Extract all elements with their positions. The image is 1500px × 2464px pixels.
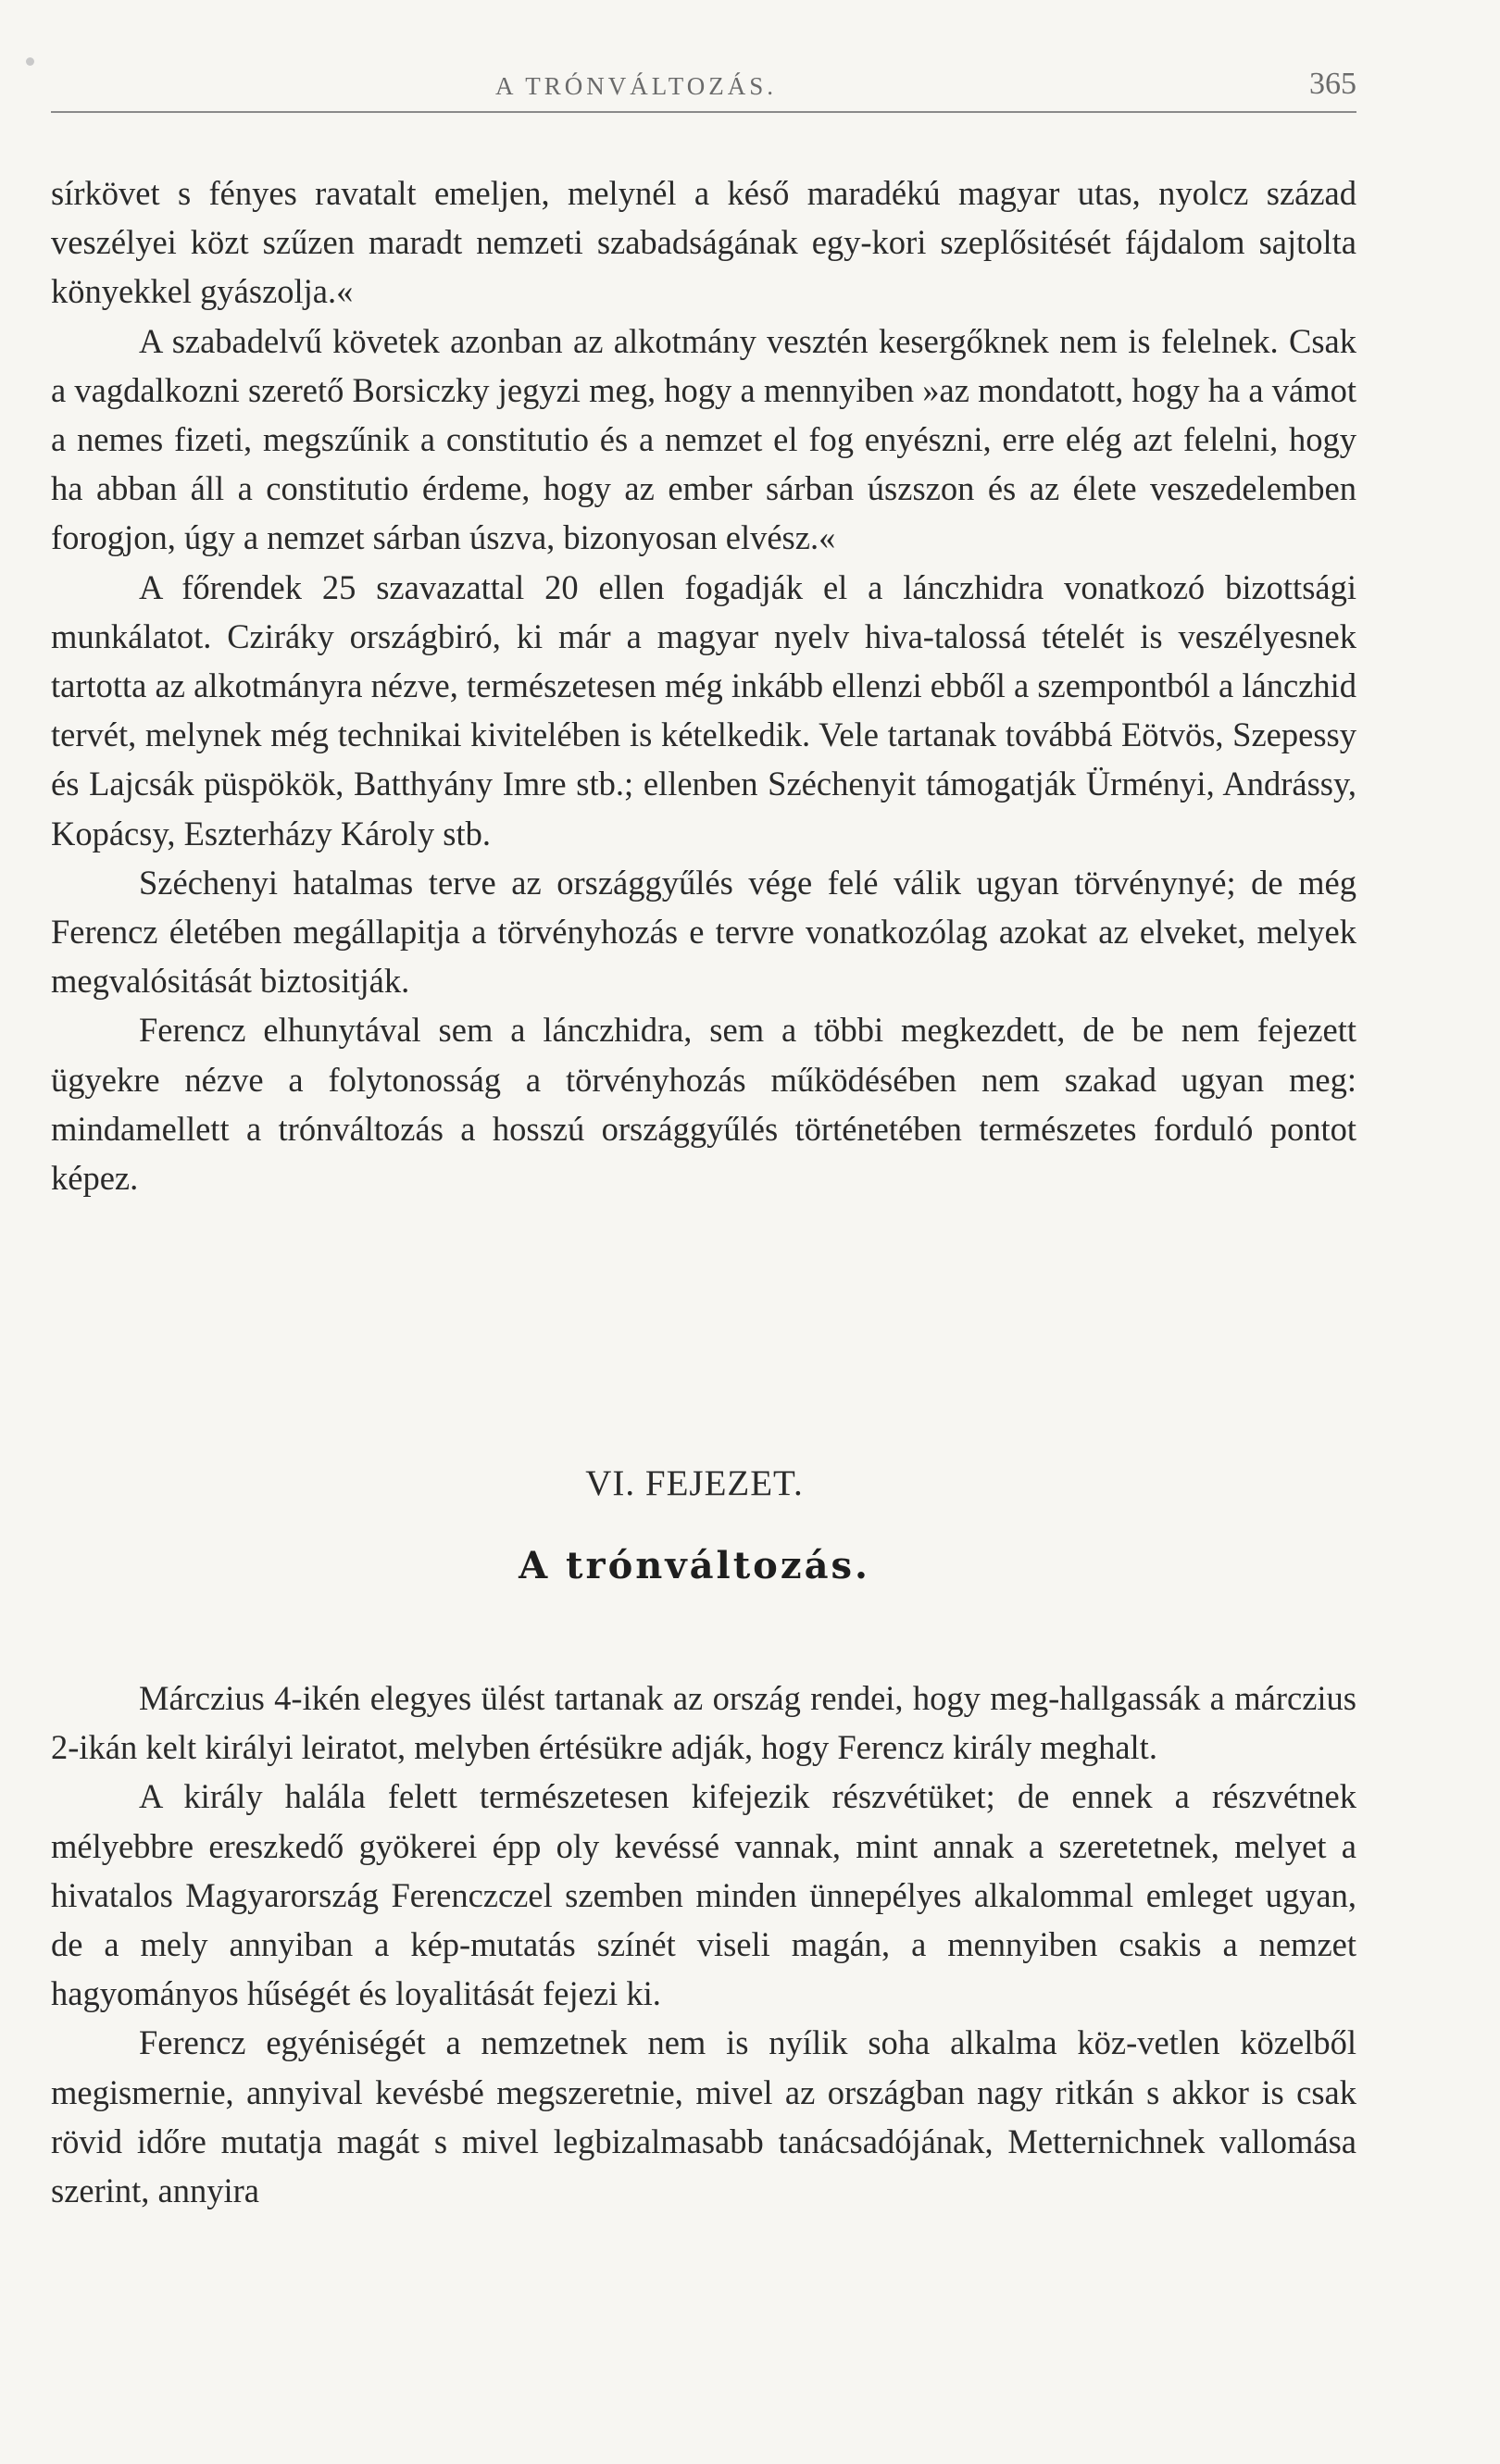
page-number: 365 (1309, 67, 1356, 101)
chapter-body-text (51, 1674, 1356, 2215)
paragraph: sírkövet s fényes ravatalt emeljen, melynél a késő maradékú magyar utas, nyolcz század veszélyei közt szűzen maradt nemzeti szabadságának egy-kori szeplősitését fájdalom sajtolta könyekkel gyászolja.« (51, 174, 1356, 311)
paragraph: Széchenyi hatalmas terve az országgyűlés vége felé válik ugyan törvénynyé; de még Ferencz életében megállapitja a törvényhozás e tervre vonatkozólag azokat az elveket, melyek megvalósitását biztositják. (51, 863, 1356, 1001)
page-header (51, 67, 1356, 113)
paragraph: Ferencz elhunytával sem a lánczhidra, sem a többi megkezdett, de be nem fejezett ügyekre nézve a folytonosság a törvényhozás működésében nem szakad ugyan meg: mindamellett a trónváltozás a hosszú országgyűlés történetében természetes forduló pontot képez. (51, 1011, 1356, 1198)
paragraph: A szabadelvű követek azonban az alkotmány vesztén kesergőknek nem is felelnek. Csak a vagdalkozni szerető Borsiczky jegyzi meg, hogy a mennyiben »az mondatott, hogy ha a vámot a nemes fizeti, megszűnik a constitutio és a nemzet el fog enyészni, erre elég azt felelni, hogy ha abban áll a constitutio érdeme, hogy az ember sárban úszszon és az élete veszedelemben forogjon, úgy a nemzet sárban úszva, bizonyosan elvész.« (51, 321, 1356, 557)
paragraph: A főrendek 25 szavazattal 20 ellen fogadják el a lánczhidra vonatkozó bizottsági munkálatot. Cziráky országbiró, ki már a magyar nyelv hiva-talossá tételét is veszélyesnek tartotta az alkotmányra nézve, természetesen még inkább ellenzi ebből a szempontból a lánczhid tervét, melynek még technikai kivitelében is kételkedik. Vele tartanak továbbá Eötvös, Szepessy és Lajcsák püspökök, Batthyány Imre stb.; ellenben Széchenyit támogatják Ürményi, Andrássy, Kopácsy, Eszterházy Károly stb. (51, 567, 1356, 852)
body-text (51, 168, 1356, 1202)
paragraph: Márczius 4-ikén elegyes ülést tartanak az ország rendei, hogy meg-hallgassák a márczius 2-ikán kelt királyi leiratot, melyben értésükre adják, hogy Ferencz király meghalt. (51, 1679, 1356, 1767)
paragraph: A király halála felett természetesen kifejezik részvétüket; de ennek a részvétnek mélyebbre ereszkedő gyökerei épp oly kevéssé vannak, mint annak a szeretetnek, melyet a hivatalos Magyarország Ferenczczel szemben minden ünnepélyes alkalommal emleget ugyan, de a mely annyiban a kép-mutatás színét viseli magán, a mennyiben csakis a nemzet hagyományos hűségét és loyalitását fejezi ki. (51, 1777, 1356, 2013)
paragraph: Ferencz egyéniségét a nemzetnek nem is nyílik soha alkalma köz-vetlen közelből megismernie, annyival kevésbé megszeretnie, mivel az országban nagy ritkán s akkor is csak rövid időre mutatja magát s mivel legbizalmasabb tanácsadójának, Metternichnek vallomása szerint, annyira (51, 2023, 1356, 2210)
running-title: A TRÓNVÁLTOZÁS. (495, 72, 778, 100)
paper-speck (26, 57, 34, 66)
chapter-title: A trónváltozás. (519, 1544, 870, 1587)
chapter-number: VI. FEJEZET. (585, 1463, 804, 1503)
